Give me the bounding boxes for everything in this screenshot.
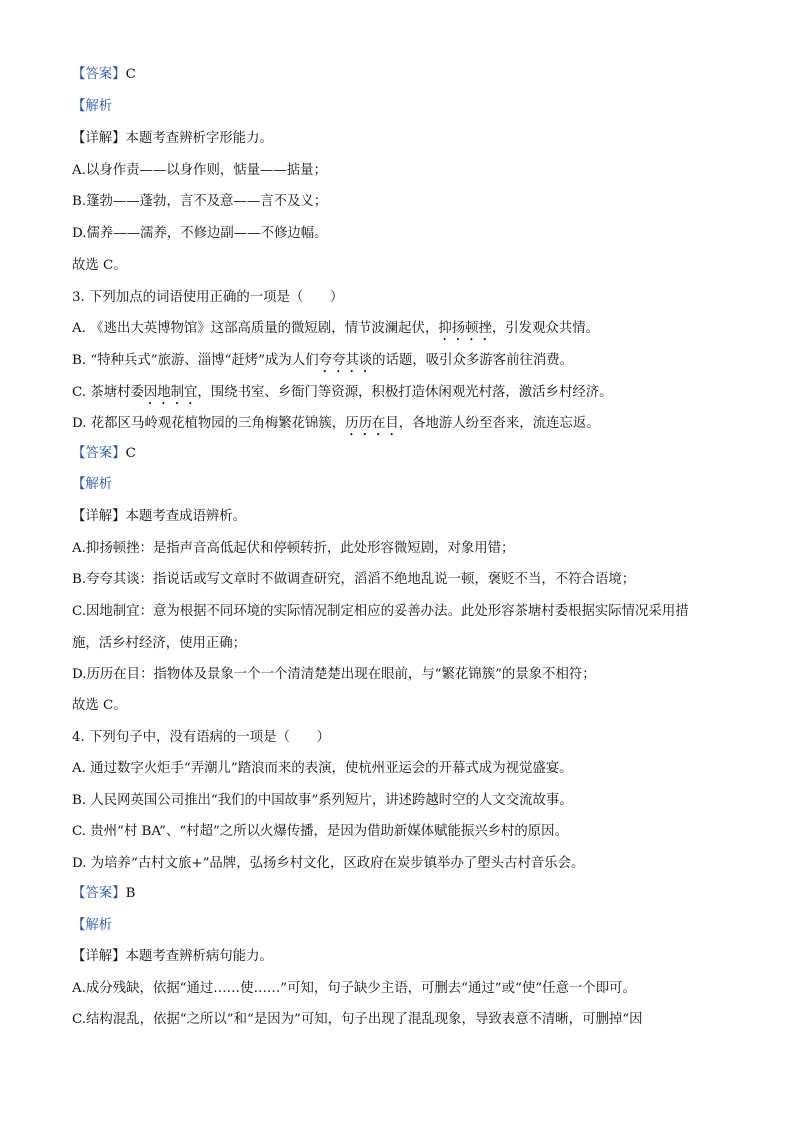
text-line: B.夸夸其谈：指说话或写文章时不做调查研究，滔滔不绝地乱说一顿，褒贬不当，不符合语境； bbox=[72, 572, 636, 587]
text-line: C.因地制宜：意为根据不同环境的实际情况制定相应的妥善办法。此处形容茶塘村委根据实际情况采用措 bbox=[72, 604, 689, 619]
text-line: 【详解】本题考查辨析病句能力。 bbox=[72, 949, 273, 964]
text-line: B.篷勃——蓬勃，言不及意——言不及义； bbox=[72, 194, 328, 209]
question-3-stem: 3. 下列加点的词语使用正确的一项是（ ） bbox=[72, 290, 344, 305]
text-line: A.以身作责——以身作则，惦量——掂量； bbox=[72, 163, 327, 178]
question-3-option-a: A. 《逃出大英博物馆》这部高质量的微短剧，情节波澜起伏，抑扬顿挫，引发观众共情。 bbox=[72, 321, 600, 336]
analysis-label-3: 【解析 bbox=[72, 918, 113, 933]
text-line: 故选 C。 bbox=[72, 258, 127, 273]
text-line: A.成分残缺，依据“通过……使……”可知，句子缺少主语，可删去“通过”或“使”任意一个即可。 bbox=[72, 981, 636, 996]
text-line: C.结构混乱，依据“之所以”和“是因为”可知，句子出现了混乱现象，导致表意不清晰，可删掉“因 bbox=[72, 1012, 643, 1027]
analysis-label-2: 【解析 bbox=[72, 477, 113, 492]
text-line: 【详解】本题考查成语辨析。 bbox=[72, 509, 247, 524]
text-line: D.历历在目：指物体及景象一个一个清清楚楚出现在眼前，与“繁花锦簇”的景象不相符； bbox=[72, 667, 596, 682]
question-4-option-a: A. 通过数字火炬手“弄潮儿”踏浪而来的表演，使杭州亚运会的开幕式成为视觉盛宴。 bbox=[72, 761, 573, 776]
text-line: 故选 C。 bbox=[72, 698, 127, 713]
text-line: A.抑扬顿挫：是指声音高低起伏和停顿转折，此处形容微短剧，对象用错； bbox=[72, 541, 515, 556]
answer-label-3: 【答案】B bbox=[72, 886, 136, 901]
text-line: 施，活乡村经济，使用正确； bbox=[72, 636, 247, 651]
analysis-label-1: 【解析 bbox=[72, 99, 113, 114]
question-3-option-d: D. 花都区马岭观花植物园的三角梅繁花锦簇，历历在目，各地游人纷至沓来，流连忘返。 bbox=[72, 416, 600, 431]
text-line: 【详解】本题考查辨析字形能力。 bbox=[72, 131, 273, 146]
question-4-stem: 4. 下列句子中，没有语病的一项是（ ） bbox=[72, 730, 331, 745]
answer-label-1: 【答案】C bbox=[72, 67, 136, 82]
question-4-option-c: C. 贵州“村 BA”、“村超”之所以火爆传播，是因为借助新媒体赋能振兴乡村的原因。 bbox=[72, 824, 568, 839]
question-3-option-b: B. “特种兵式”旅游、淄博“赶烤”成为人们夸夸其谈的话题，吸引众多游客前往消费。 bbox=[72, 353, 574, 368]
question-3-option-c: C. 茶塘村委因地制宜，围绕书室、乡衙门等资源，积极打造休闲观光村落，激活乡村经济。 bbox=[72, 385, 613, 400]
question-4-option-d: D. 为培养“古村文旅+”品牌，弘扬乡村文化，区政府在炭步镇举办了塱头古村音乐会。 bbox=[72, 856, 585, 871]
text-line: D.儒养——濡养，不修边副——不修边幅。 bbox=[72, 226, 328, 241]
answer-label-2: 【答案】C bbox=[72, 446, 136, 461]
question-4-option-b: B. 人民网英国公司推出“我们的中国故事”系列短片，讲述跨越时空的人文交流故事。 bbox=[72, 793, 573, 808]
